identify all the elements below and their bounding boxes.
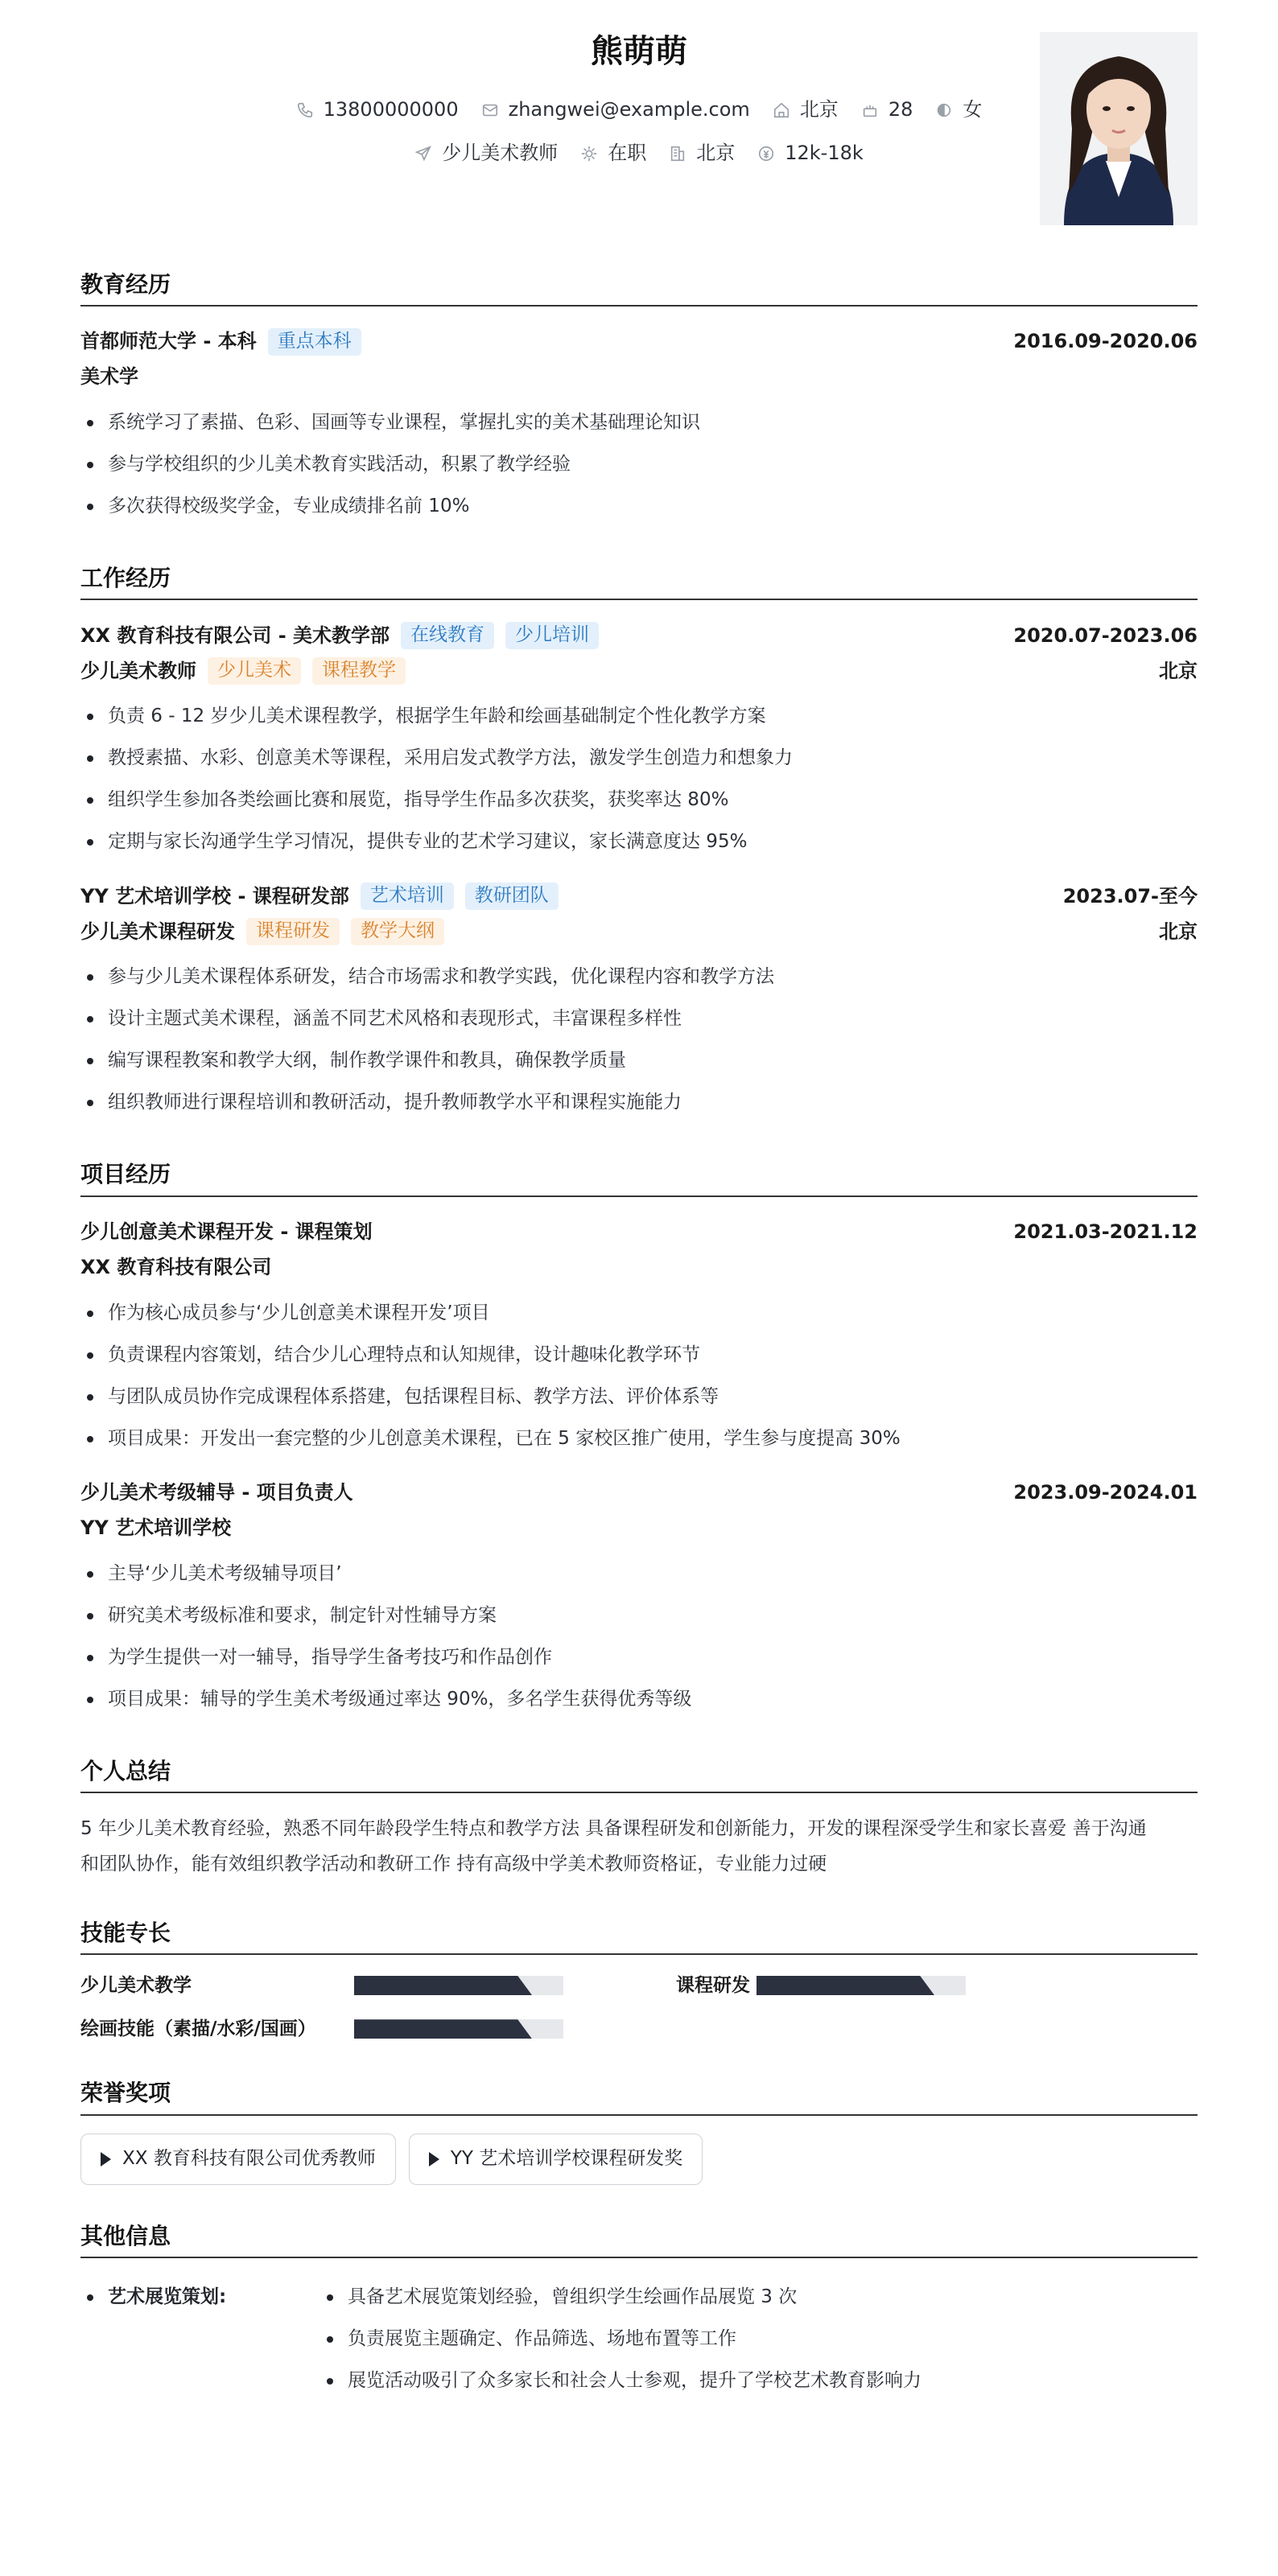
list-item: 项目成果：辅导的学生美术考级通过率达 90%，多名学生获得优秀等级 xyxy=(80,1678,1198,1720)
project-bullets xyxy=(80,1553,1198,1720)
skill-name: 少儿美术教学 xyxy=(80,1974,192,1996)
list-item: 系统学习了素描、色彩、国画等专业课程，掌握扎实的美术基础理论知识 xyxy=(80,401,1198,443)
info-position xyxy=(414,140,558,167)
contact-row xyxy=(80,97,1198,124)
job-role: 少儿美术课程研发 xyxy=(80,920,235,943)
info-location xyxy=(773,97,839,124)
skill-bar-fill xyxy=(354,2019,532,2039)
info-status xyxy=(580,140,646,167)
other-label: 艺术展览策划: xyxy=(80,2276,320,2318)
status-text: 在职 xyxy=(608,142,647,164)
skill-name: 课程研发 xyxy=(676,1974,750,1996)
list-item: 定期与家长沟通学生学习情况，提供专业的艺术学习建议，家长满意度达 95% xyxy=(80,821,1198,862)
send-icon xyxy=(414,145,432,163)
summary-line: 5 年少儿美术教育经验，熟悉不同年龄段学生特点和教学方法 具备课程研发和创新能力，开发的课程深受学生和家长喜爱 善于沟通 xyxy=(80,1817,1147,1839)
work-title: 工作经历 xyxy=(80,562,1198,600)
candidate-name: 熊萌萌 xyxy=(591,33,687,70)
job-bullets xyxy=(80,956,1198,1123)
list-item: 与团队成员协作完成课程体系搭建，包括课程目标、教学方法、评价体系等 xyxy=(80,1376,1198,1418)
summary-title: 个人总结 xyxy=(80,1755,1198,1793)
list-item: 负责展览主题确定、作品筛选、场地布置等工作 xyxy=(320,2318,921,2360)
play-triangle-icon xyxy=(429,2152,439,2167)
honors-section xyxy=(80,2077,1198,2184)
list-item: 负责 6 - 12 岁少儿美术课程教学，根据学生年龄和绘画基础制定个性化教学方案 xyxy=(80,695,1198,737)
city-text: 北京 xyxy=(696,142,736,164)
salary-text: 12k-18k xyxy=(785,142,864,164)
award-item xyxy=(80,2134,396,2185)
job-company-row xyxy=(80,879,1198,914)
summary-section xyxy=(80,1755,1198,1882)
list-item: 负责课程内容策划，结合少儿心理特点和认知规律，设计趣味化教学环节 xyxy=(80,1334,1198,1376)
list-item: 参与学校组织的少儿美术教育实践活动，积累了教学经验 xyxy=(80,443,1198,485)
job-city: 北京 xyxy=(1159,659,1198,682)
company-tag: 艺术培训 xyxy=(361,883,454,910)
education-header-row xyxy=(80,324,1198,360)
major-name: 美术学 xyxy=(80,365,138,389)
salary-icon xyxy=(757,145,775,163)
location-text: 北京 xyxy=(799,98,839,121)
building-icon xyxy=(669,145,686,163)
company-tag: 在线教育 xyxy=(401,622,494,649)
work-section xyxy=(80,562,1198,1123)
list-item: 研究美术考级标准和要求，制定针对性辅导方案 xyxy=(80,1595,1198,1636)
project-header-row xyxy=(80,1475,1198,1511)
other-title: 其他信息 xyxy=(80,2220,1198,2258)
other-bullets xyxy=(320,2276,921,2401)
role-tag: 课程教学 xyxy=(312,657,406,685)
skill-bar-fill xyxy=(354,1976,532,1995)
list-item: 组织学生参加各类绘画比赛和展览，指导学生作品多次获奖，获奖率达 80% xyxy=(80,779,1198,821)
project-entry xyxy=(80,1215,1198,1459)
company-tag: 教研团队 xyxy=(465,883,559,910)
job-company-row xyxy=(80,618,1198,653)
position-text: 少儿美术教师 xyxy=(442,142,559,164)
phone-icon xyxy=(296,101,314,119)
honors-title: 荣誉奖项 xyxy=(80,2077,1198,2115)
gender-icon xyxy=(935,101,953,119)
job-entry xyxy=(80,618,1198,862)
job-bullets xyxy=(80,695,1198,862)
info-salary xyxy=(757,140,864,167)
job-date: 2023.07-至今 xyxy=(1062,884,1198,907)
email-text: zhangwei@example.com xyxy=(508,98,750,121)
age-text: 28 xyxy=(888,98,913,121)
role-tag: 课程研发 xyxy=(246,918,340,945)
list-item: 教授素描、水彩、创意美术等课程，采用启发式教学方法，激发学生创造力和想象力 xyxy=(80,737,1198,779)
status-icon xyxy=(580,145,598,163)
school-tag: 重点本科 xyxy=(268,328,361,356)
project-org-row xyxy=(80,1511,1198,1546)
list-item: 主导‘少儿美术考级辅导项目’ xyxy=(80,1553,1198,1595)
project-header-row xyxy=(80,1215,1198,1250)
gender-text: 女 xyxy=(963,98,983,121)
project-org-row xyxy=(80,1250,1198,1286)
job-role-row xyxy=(80,914,1198,949)
list-item: 展览活动吸引了众多家长和社会人士参观，提升了学校艺术教育影响力 xyxy=(320,2360,921,2401)
info-city xyxy=(669,140,735,167)
resume-header xyxy=(80,0,1198,233)
projects-section xyxy=(80,1158,1198,1719)
job-role-row xyxy=(80,653,1198,689)
summary-text xyxy=(80,1811,1198,1882)
skill-name: 绘画技能（素描/水彩/国画） xyxy=(80,2018,316,2040)
award-label: YY 艺术培训学校课程研发奖 xyxy=(450,2148,683,2170)
company-name: YY 艺术培训学校 - 课程研发部 xyxy=(80,884,349,907)
education-bullets xyxy=(80,401,1198,527)
company-tag: 少儿培训 xyxy=(505,622,599,649)
project-date: 2023.09-2024.01 xyxy=(1013,1480,1198,1504)
project-date: 2021.03-2021.12 xyxy=(1013,1220,1198,1243)
project-entry xyxy=(80,1475,1198,1720)
info-age xyxy=(861,97,913,124)
role-tag: 教学大纲 xyxy=(351,918,444,945)
project-org: XX 教育科技有限公司 xyxy=(80,1255,272,1278)
projects-title: 项目经历 xyxy=(80,1158,1198,1196)
list-item: 具备艺术展览策划经验，曾组织学生绘画作品展览 3 次 xyxy=(320,2276,921,2318)
job-city: 北京 xyxy=(1159,920,1198,943)
list-item: 参与少儿美术课程体系研发，结合市场需求和教学实践，优化课程内容和教学方法 xyxy=(80,956,1198,998)
play-triangle-icon xyxy=(101,2152,111,2167)
list-item: 组织教师进行课程培训和教研活动，提升教师教学水平和课程实施能力 xyxy=(80,1081,1198,1123)
list-item: 为学生提供一对一辅导，指导学生备考技巧和作品创作 xyxy=(80,1636,1198,1678)
info-email xyxy=(481,97,750,124)
skills-title: 技能专长 xyxy=(80,1917,1198,1955)
project-name: 少儿创意美术课程开发 - 课程策划 xyxy=(80,1220,373,1243)
home-icon xyxy=(773,101,790,119)
list-item: 编写课程教案和教学大纲，制作教学课件和教具，确保教学质量 xyxy=(80,1039,1198,1081)
list-item: 设计主题式美术课程，涵盖不同艺术风格和表现形式，丰富课程多样性 xyxy=(80,998,1198,1039)
education-title: 教育经历 xyxy=(80,269,1198,307)
project-bullets xyxy=(80,1292,1198,1459)
skills-section xyxy=(80,1917,1198,2043)
mail-icon xyxy=(481,101,499,119)
role-tag: 少儿美术 xyxy=(208,657,301,685)
skill-bar xyxy=(354,1976,563,1995)
other-info xyxy=(80,2276,1198,2401)
education-section xyxy=(80,269,1198,527)
job-info-row xyxy=(80,140,1198,167)
list-item: 项目成果：开发出一套完整的少儿创意美术课程，已在 5 家校区推广使用，学生参与度提高 30% xyxy=(80,1418,1198,1459)
list-item: 作为核心成员参与‘少儿创意美术课程开发’项目 xyxy=(80,1292,1198,1334)
major-row xyxy=(80,360,1198,395)
project-name: 少儿美术考级辅导 - 项目负责人 xyxy=(80,1480,353,1504)
info-phone xyxy=(296,97,459,124)
job-entry xyxy=(80,879,1198,1123)
award-label: XX 教育科技有限公司优秀教师 xyxy=(122,2148,376,2170)
awards-list xyxy=(80,2134,1198,2185)
project-org: YY 艺术培训学校 xyxy=(80,1516,232,1539)
phone-text: 13800000000 xyxy=(323,98,459,121)
summary-line: 和团队协作，能有效组织教学活动和教研工作 持有高级中学美术教师资格证，专业能力过硬 xyxy=(80,1853,827,1874)
profile-photo xyxy=(1040,32,1198,225)
skill-bar xyxy=(756,1976,966,1995)
school-name: 首都师范大学 - 本科 xyxy=(80,330,257,353)
company-name: XX 教育科技有限公司 - 美术教学部 xyxy=(80,623,390,647)
info-gender xyxy=(935,97,982,124)
skill-bar xyxy=(354,2019,563,2039)
skill-bar-fill xyxy=(756,1976,934,1995)
award-item xyxy=(409,2134,703,2185)
age-icon xyxy=(861,101,879,119)
job-role: 少儿美术教师 xyxy=(80,659,196,682)
skills-grid xyxy=(80,1973,1198,2042)
education-date: 2016.09-2020.06 xyxy=(1013,330,1198,353)
job-date: 2020.07-2023.06 xyxy=(1013,623,1198,647)
list-item: 多次获得校级奖学金，专业成绩排名前 10% xyxy=(80,485,1198,527)
education-entry xyxy=(80,324,1198,527)
other-section xyxy=(80,2220,1198,2401)
